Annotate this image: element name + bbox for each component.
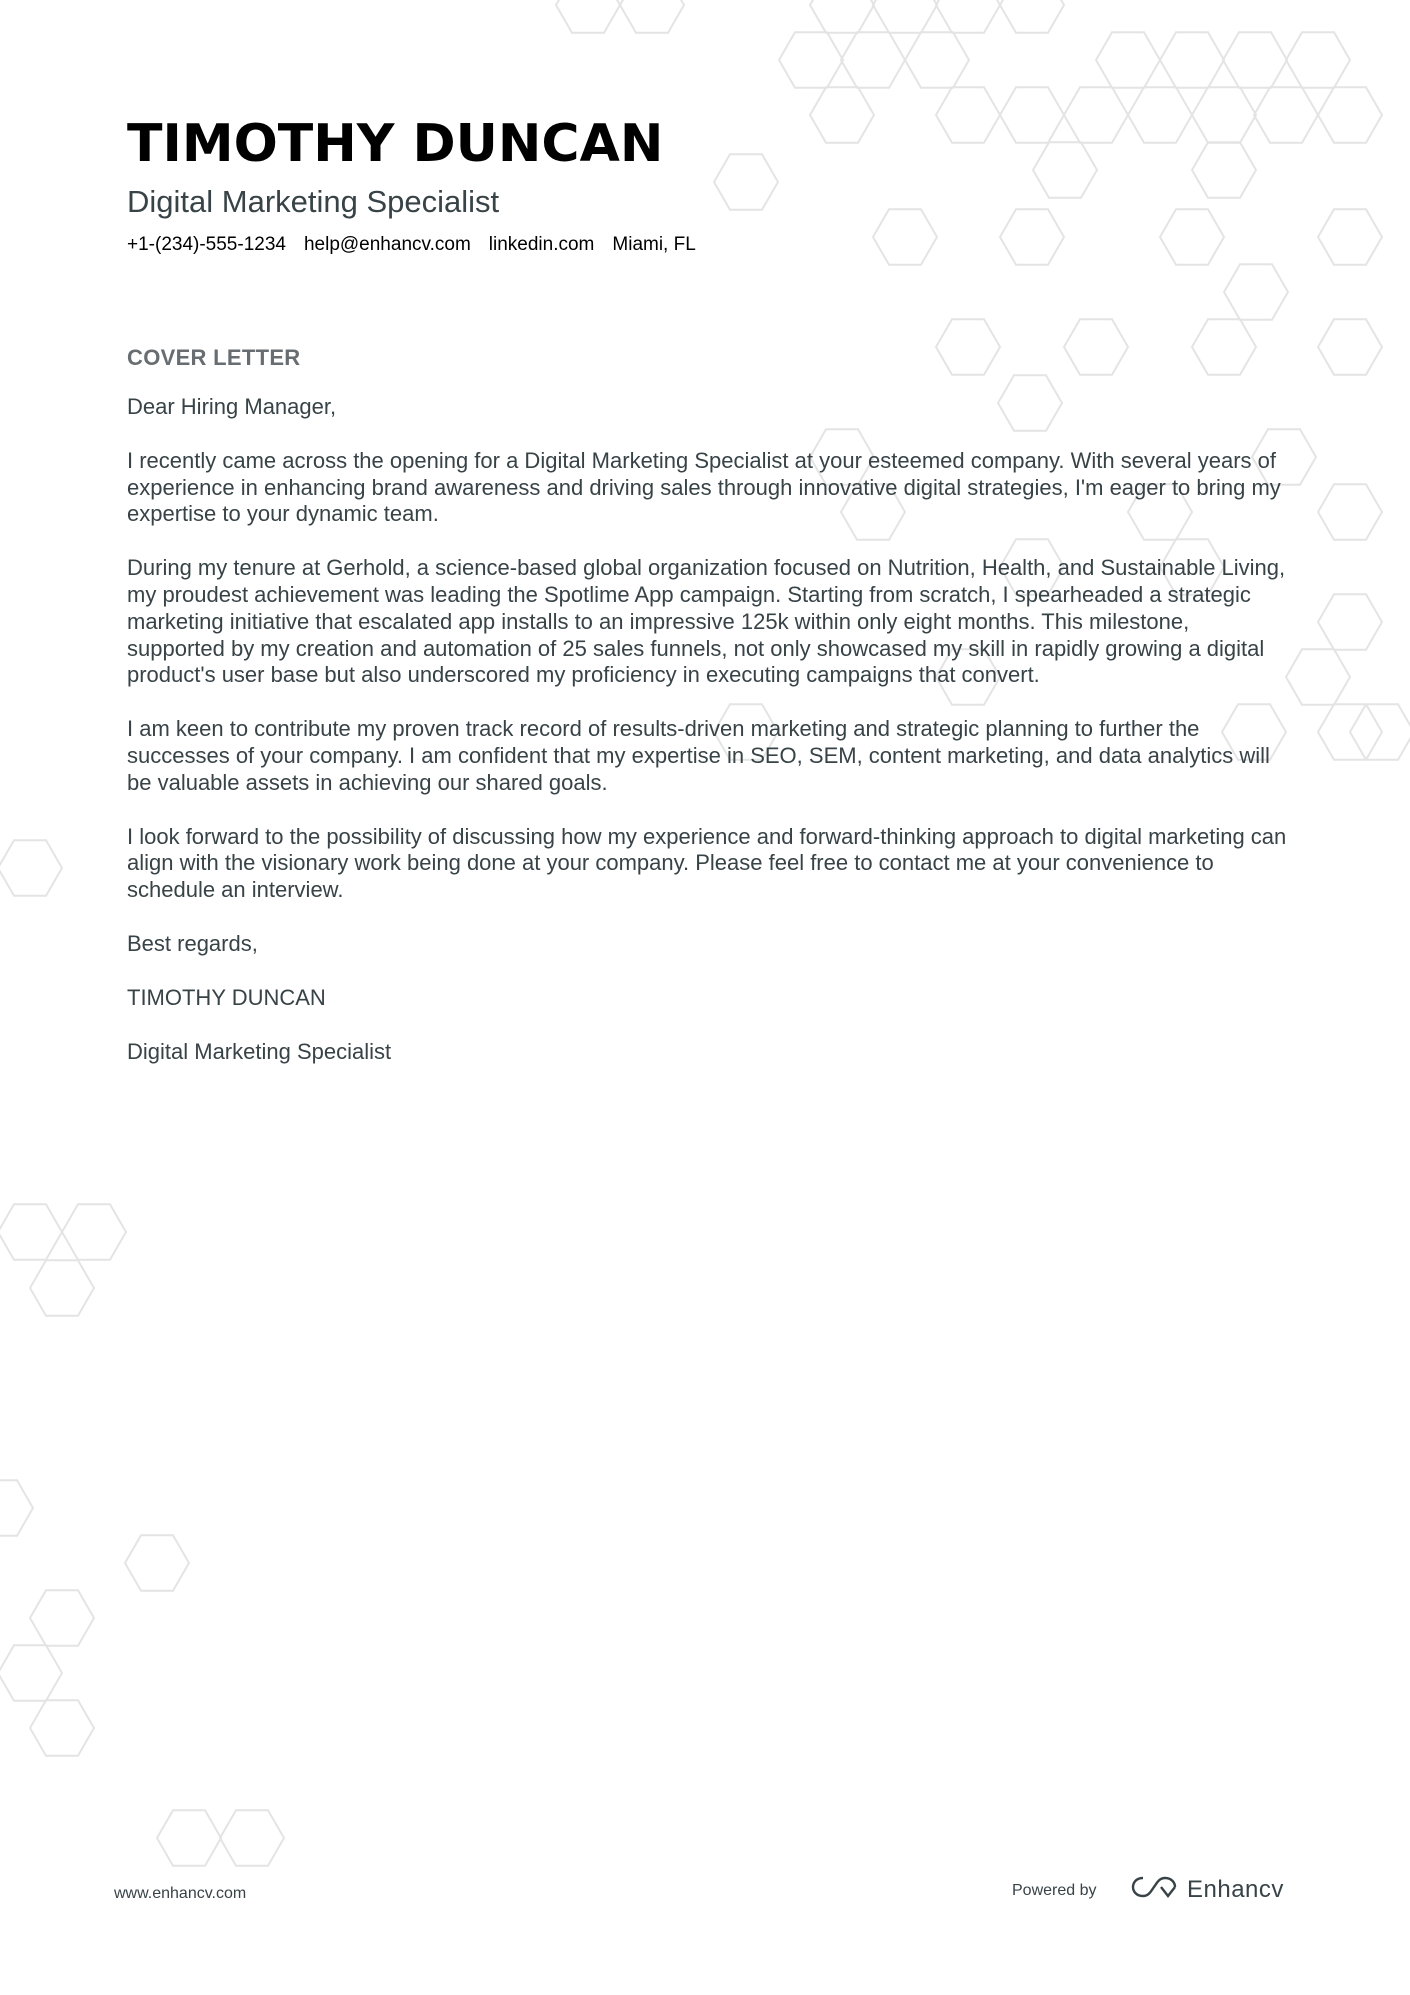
footer-url: www.enhancv.com — [114, 1885, 247, 1902]
hexagon-shape — [0, 840, 62, 895]
hexagon-shape — [1160, 32, 1224, 87]
signature-name: TIMOTHY DUNCAN — [127, 984, 326, 1010]
hexagon-shape — [779, 32, 843, 87]
letter-paragraph: I recently came across the opening for a Digital Marketing Specialist at your esteemed company. With several years of experience in enhancing brand awareness and driving sales through innovative digital strategies, I'm eager to bring my expertise to your dynamic team. — [127, 447, 1281, 527]
contact-phone: +1-(234)-555-1234 — [127, 234, 286, 255]
hexagon-shape — [556, 0, 620, 33]
hexagon-shape — [125, 1535, 189, 1590]
brand-name: Enhancv — [1187, 1875, 1284, 1903]
brand-logo — [1131, 1874, 1284, 1905]
letter-paragraph: I look forward to the possibility of discussing how my experience and forward-thinking approach to digital marketing can align with the visionary work being done at your company. Please feel free to contact me at your convenience to schedule an interview. — [127, 823, 1287, 903]
hexagon-shape — [810, 0, 874, 33]
hexagon-shape — [1286, 649, 1350, 704]
contact-email: help@enhancv.com — [303, 234, 471, 255]
letter-body — [127, 394, 1292, 1065]
letter-paragraph: I am keen to contribute my proven track record of results-driven marketing and strategic planning to further the successes of your company. I am confident that my expertise in SEO, SEM, content marketing, and data analytics will be valuable assets in achieving our shared goals. — [127, 716, 1270, 795]
letter-closing: Best regards, — [127, 930, 258, 956]
hexagon-shape — [1318, 319, 1382, 374]
hexagon-shape — [1318, 594, 1382, 649]
letter-salutation: Dear Hiring Manager, — [127, 394, 337, 419]
hexagon-shape — [936, 0, 1000, 33]
section-title: COVER LETTER — [127, 345, 301, 370]
hexagon-shape — [0, 1480, 33, 1535]
hexagon-shape — [1000, 0, 1064, 33]
hexagon-shape — [1318, 484, 1382, 539]
hexagon-shape — [220, 1810, 284, 1865]
hexagon-shape — [30, 1260, 94, 1315]
hexagon-shape — [1318, 87, 1382, 142]
letter-paragraph: During my tenure at Gerhold, a science-based global organization focused on Nutrition, Health, and Sustainable Living, my proudest achievement was leading the Spotlime App campaign. Starting from scratch, I spearheaded a strategic marketing initiative that escalated app installs to an impressive 125k within only eight months. This milestone, supported by my creation and automation of 25 sales funnels, not only showcased my skill in rapidly growing a digital product's user base but also underscored my proficiency in executing campaigns that convert. — [127, 555, 1286, 688]
hexagon-shape — [841, 32, 905, 87]
hexagon-shape — [1350, 704, 1410, 759]
applicant-title: Digital Marketing Specialist — [127, 184, 500, 219]
signature-title: Digital Marketing Specialist — [127, 1038, 392, 1064]
contact-linkedin: linkedin.com — [488, 234, 595, 255]
hexagon-shape — [905, 32, 969, 87]
hexagon-shape — [1223, 32, 1287, 87]
hexagon-shape — [873, 0, 937, 33]
hexagon-shape — [1318, 704, 1382, 759]
hexagon-shape — [620, 0, 684, 33]
hexagon-shape — [1318, 209, 1382, 264]
contact-info — [127, 232, 1292, 258]
hexagon-shape — [30, 1590, 94, 1645]
hexagon-shape — [1286, 32, 1350, 87]
hexagon-shape — [62, 1204, 126, 1259]
hexagon-shape — [0, 1645, 62, 1700]
enhancv-logo-icon — [1131, 1874, 1177, 1905]
powered-by-label: Powered by — [1012, 1882, 1097, 1899]
contact-location: Miami, FL — [612, 234, 696, 255]
applicant-name: TIMOTHY DUNCAN — [127, 114, 664, 174]
cover-letter-page — [127, 110, 1292, 1092]
hexagon-shape — [0, 1204, 62, 1259]
hexagon-shape — [157, 1810, 221, 1865]
hexagon-shape — [1096, 32, 1160, 87]
hexagon-shape — [30, 1700, 94, 1755]
